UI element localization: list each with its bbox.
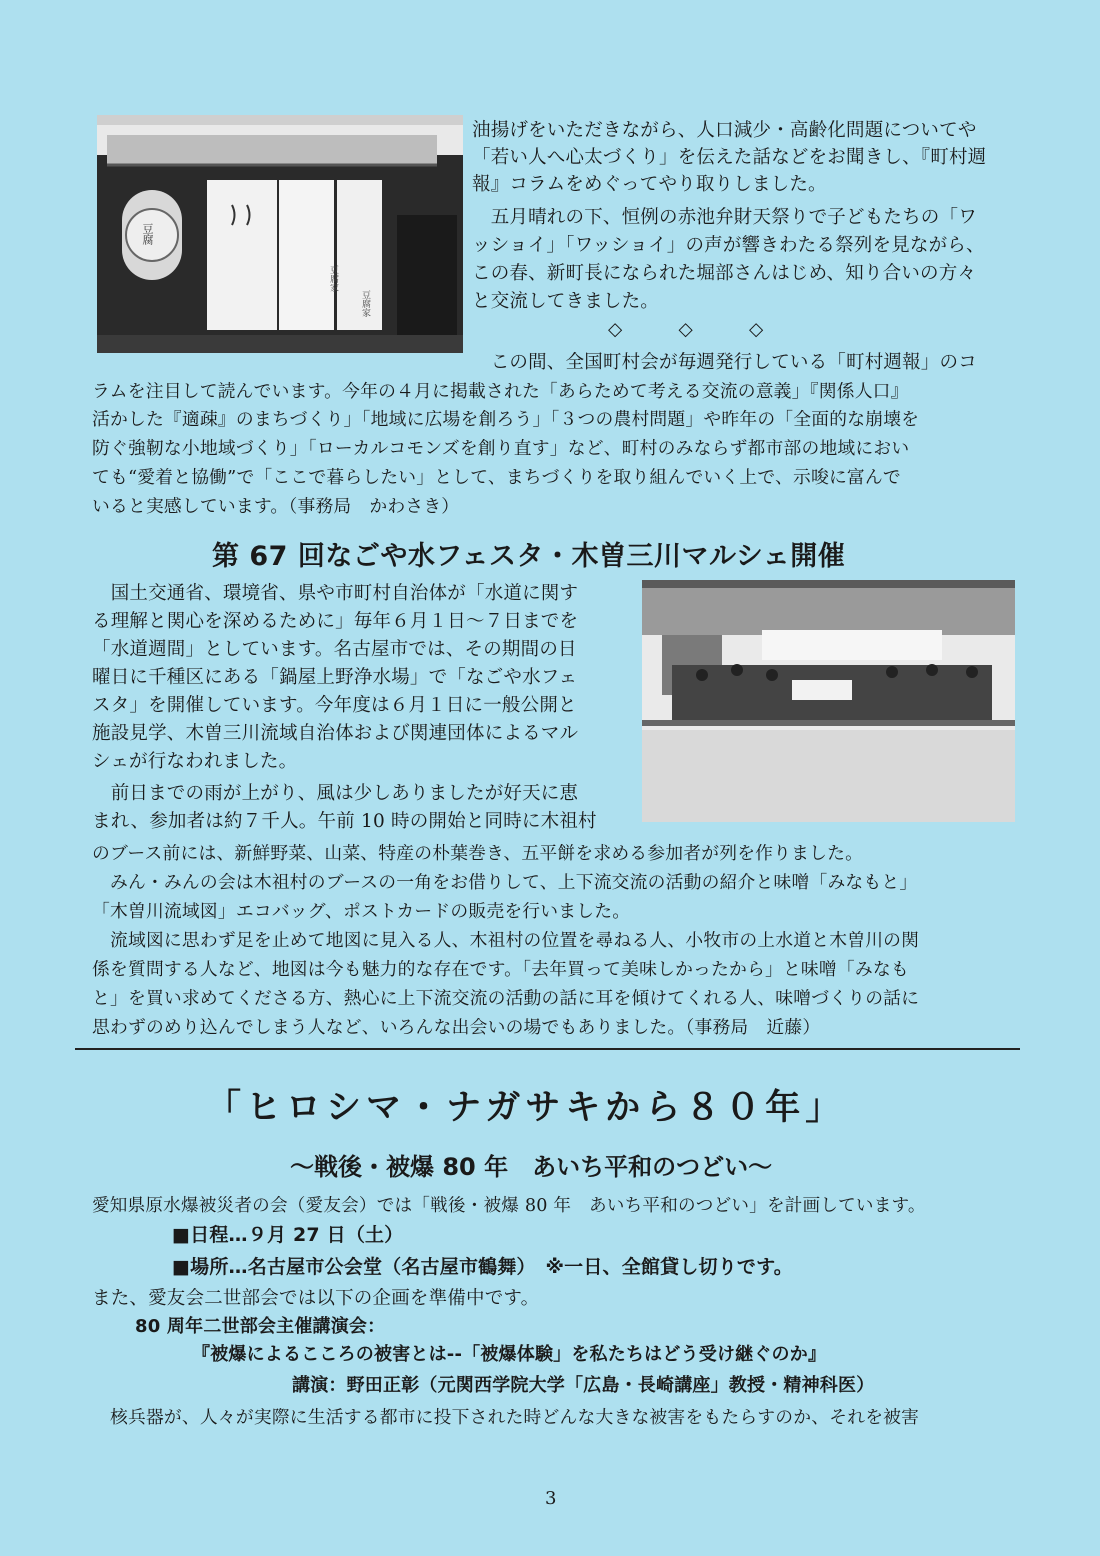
s1-line-1: 油揚げをいただきながら、人口減少・高齢化問題についてや	[472, 120, 977, 141]
s2-line-5: スタ」を開催しています。今年度は６月１日に一般公開と	[92, 695, 577, 716]
water-festa-photo	[642, 580, 1015, 822]
s2-line-2: る理解と関心を深めるために」毎年６月１日～７日までを	[92, 611, 579, 632]
s1-full-line-6: いると実感しています。（事務局 かわさき）	[92, 496, 460, 517]
noren-right-text: 豆腐家	[360, 290, 370, 317]
s2-line-1: 国土交通省、環境省、県や市町村自治体が「水道に関す	[92, 583, 579, 604]
s2-full-line-1: のブース前には、新鮮野菜、山菜、特産の朴葉巻き、五平餅を求める参加者が列を作りました。	[92, 843, 864, 864]
s2-line-3: 「水道週間」としています。名古屋市では、その期間の日	[92, 639, 577, 660]
s3-also: また、愛友会二世部会では以下の企画を準備中です。	[92, 1288, 540, 1309]
festa-illustration	[642, 580, 1015, 822]
s1-line-2: 「若い人へ心太づくり」を伝えた話などをお聞きし、『町村週	[472, 147, 987, 168]
section3-title: 「ヒロシマ・ナガサキから８０年」	[206, 1087, 846, 1128]
s1-full-line-3: 活かした『適疎』のまちづくり」「地域に広場を創ろう」「３つの農村問題」や昨年の「全面的な崩壊を	[92, 409, 920, 430]
s1-full-line-2: ラムを注目して読んでいます。今年の４月に掲載された「あらためて考える交流の意義」『関係人口』	[92, 381, 909, 402]
noren-left-text: 豆腐家	[328, 265, 338, 292]
s2-full-line-3: 「木曽川流域図」エコバッグ、ポストカードの販売を行いました。	[92, 901, 631, 922]
s2-full-line-7: 思わずのめり込んでしまう人など、いろんな出会いの場でもありました。（事務局 近藤）	[92, 1017, 821, 1038]
s3-lecture-heading: 80 周年二世部会主催講演会：	[135, 1316, 386, 1337]
s2-full-line-2: みん・みんの会は木祖村のブースの一角をお借りして、上下流交流の活動の紹介と味噌「みなもと」	[92, 872, 918, 893]
s3-last-line: 核兵器が、人々が実際に生活する都市に投下された時どんな大きな被害をもたらすのか、それを被害	[92, 1407, 920, 1428]
s3-intro: 愛知県原水爆被災者の会（愛友会）では「戦後・被爆 80 年 あいち平和のつどい」を計画しています。	[92, 1196, 926, 1216]
s1-full-line-5: ても“愛着と協働”で「ここで暮らしたい」として、まちづくりを取り組んでいく上で、示唆に富んで	[92, 467, 901, 488]
s1-line-4: 五月晴れの下、恒例の赤池弁財天祭りで子どもたちの「ワ	[472, 207, 977, 228]
s2-line-8: 前日までの雨が上がり、風は少しありましたが好天に恵	[92, 783, 579, 804]
s2-full-line-4: 流域図に思わず足を止めて地図に見入る人、木祖村の位置を尋ねる人、小牧市の上水道と木曽川の関	[92, 930, 920, 951]
s2-line-7: シェが行なわれました。	[92, 751, 298, 772]
s2-full-line-5: 係を質問する人など、地図は今も魅力的な存在です。「去年買って美味しかったから」と味噌「みなも	[92, 959, 909, 980]
s3-schedule: ■日程…９月 27 日（土）	[172, 1224, 404, 1246]
tofu-shop-photo	[97, 115, 463, 353]
s1-line-5: ッショイ」「ワッショイ」の声が響きわたる祭列を見ながら、	[472, 235, 985, 256]
s3-lecturer: 講演：野田正彰（元関西学院大学「広島・長崎講座」教授・精神科医）	[292, 1375, 875, 1396]
s1-full-line-4: 防ぐ強靭な小地域づくり」「ローカルコモンズを創り直す」など、町村のみならず都市部の地域におい	[92, 438, 910, 459]
s2-full-line-6: と」を買い求めてくださる方、熱心に上下流交流の活動の話に耳を傾けてくれる人、味噌づくりの話に	[92, 988, 920, 1009]
page-number: 3	[545, 1488, 557, 1509]
s3-lecture-title: 『被爆によるこころの被害とは--「被爆体験」を私たちはどう受け継ぐのか』	[192, 1344, 827, 1365]
s1-diamonds: ◇ ◇ ◇	[608, 319, 764, 340]
section3-subtitle: ～戦後・被爆 80 年 あいち平和のつどい～	[290, 1153, 773, 1181]
noren-sign-text: 豆腐	[141, 223, 154, 245]
s3-place: ■場所…名古屋市公会堂（名古屋市鶴舞） ※一日、全館貸し切りです。	[172, 1256, 794, 1278]
s2-line-6: 施設見学、木曽三川流域自治体および関連団体によるマル	[92, 723, 579, 744]
section2-title: 第 67 回なごや水フェスタ・木曽三川マルシェ開催	[212, 541, 846, 572]
s1-line-7: と交流してきました。	[472, 291, 660, 312]
s1-line-3: 報』コラムをめぐってやり取りしました。	[472, 174, 827, 195]
s2-line-9: まれ、参加者は約７千人。午前 10 時の開始と同時に木祖村	[92, 811, 597, 832]
s1-line-6: この春、新町長になられた堀部さんはじめ、知り合いの方々	[472, 263, 977, 284]
s1-full-line-1: この間、全国町村会が毎週発行している「町村週報」のコ	[472, 352, 977, 373]
s2-line-4: 曜日に千種区にある「鍋屋上野浄水場」で「なごや水フェ	[92, 667, 578, 688]
section-divider	[75, 1048, 1020, 1050]
